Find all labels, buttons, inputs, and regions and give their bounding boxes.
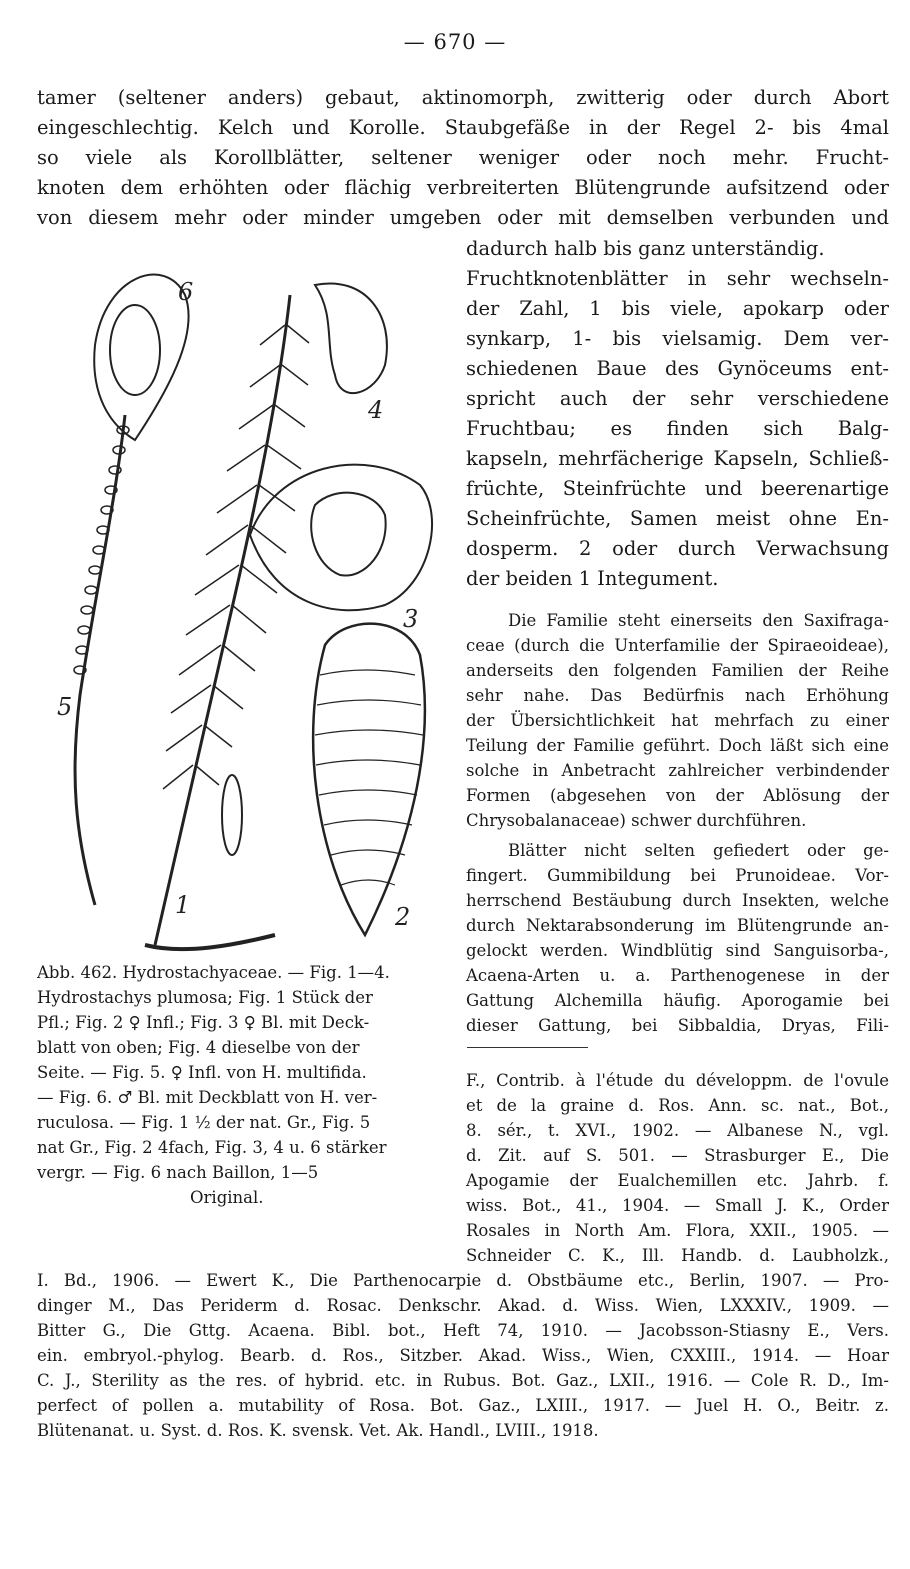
small-text-line: Blätter nicht selten gefiedert oder ge- (508, 841, 889, 860)
small-text-line: Die Familie steht einerseits den Saxifraga- (508, 611, 889, 630)
body-line: Scheinfrüchte, Samen meist ohne En- (466, 507, 889, 530)
fig1-pinnae (163, 325, 309, 789)
small-text-line: fingert. Gummibildung bei Prunoideae. Vor- (466, 866, 889, 885)
figure-caption-line: Hydrostachys plumosa; Fig. 1 Stück der (37, 988, 373, 1007)
small-text-line: Chrysobalanaceae) schwer durchführen. (466, 811, 807, 830)
figure-caption-line: Pfl.; Fig. 2 ♀ Infl.; Fig. 3 ♀ Bl. mit Deck- (37, 1013, 370, 1032)
body-line: tamer (seltener anders) gebaut, aktinomorph, zwitterig oder durch Abort (37, 86, 889, 109)
reference-line: F., Contrib. à l'étude du développm. de l'ovule (466, 1071, 889, 1090)
figure-number-label: 5 (57, 693, 73, 721)
body-line: schiedenen Baue des Gynöceums ent- (466, 357, 889, 380)
body-line: eingeschlechtig. Kelch und Korolle. Staubgefäße in der Regel 2- bis 4mal (37, 116, 889, 139)
fig3-flower (311, 493, 385, 576)
reference-line: et de la graine d. Ros. Ann. sc. nat., Bot., (466, 1096, 889, 1115)
body-line: synkarp, 1- bis vielsamig. Dem ver- (466, 327, 889, 350)
reference-line: Bitter G., Die Gttg. Acaena. Bibl. bot., Heft 74, 1910. — Jacobsson-Stiasny E., Vers. (37, 1321, 889, 1340)
body-line: knoten dem erhöhten oder flächig verbreiterten Blütengrunde aufsitzend oder (37, 176, 889, 199)
fig6-bract (94, 275, 188, 440)
body-line: so viele als Korollblätter, seltener weniger oder noch mehr. Frucht- (37, 146, 889, 169)
small-text-line: Formen (abgesehen von der Ablösung der (466, 786, 889, 805)
body-line: spricht auch der sehr verschiedene (466, 387, 889, 410)
figure-caption-line: — Fig. 6. ♂ Bl. mit Deckblatt von H. ver- (37, 1088, 378, 1107)
reference-line: d. Zit. auf S. 501. — Strasburger E., Die (466, 1146, 889, 1165)
small-text-line: ceae (durch die Unterfamilie der Spiraeoideae), (466, 636, 889, 655)
reference-line: wiss. Bot., 41., 1904. — Small J. K., Order (466, 1196, 889, 1215)
fig1-base (145, 935, 275, 949)
reference-line: 8. sér., t. XVI., 1902. — Albanese N., vgl. (466, 1121, 889, 1140)
body-line: dosperm. 2 oder durch Verwachsung (466, 537, 889, 560)
figure-caption-line: vergr. — Fig. 6 nach Baillon, 1—5 (37, 1163, 319, 1182)
fig1-rachis (155, 295, 290, 945)
botanical-figure (35, 255, 455, 960)
body-line: von diesem mehr oder minder umgeben oder mit demselben verbunden und (37, 206, 889, 229)
fig1-inflorescence (222, 775, 242, 855)
fig6-flower (110, 305, 160, 395)
figure-number-label: 4 (368, 396, 384, 424)
figure-number-label: 6 (178, 278, 194, 306)
reference-line: ein. embryol.-phylog. Bearb. d. Ros., Sitzber. Akad. Wiss., Wien, CXXIII., 1914. — Hoar (37, 1346, 889, 1365)
reference-line: Apogamie der Eualchemillen etc. Jahrb. f. (466, 1171, 889, 1190)
small-text-line: durch Nektarabsonderung im Blütengrunde an- (466, 916, 889, 935)
reference-line: I. Bd., 1906. — Ewert K., Die Parthenocarpie d. Obstbäume etc., Berlin, 1907. — Pro- (37, 1271, 889, 1290)
body-line: früchte, Steinfrüchte und beerenartige (466, 477, 889, 500)
figure-caption-line: Abb. 462. Hydrostachyaceae. — Fig. 1—4. (37, 963, 390, 982)
body-line: der beiden 1 Integument. (466, 567, 719, 590)
figure-caption-line: Original. (190, 1188, 264, 1207)
fig4-flower (315, 283, 387, 393)
body-line: kapseln, mehrfächerige Kapseln, Schließ- (466, 447, 889, 470)
body-line: Fruchtknotenblätter in sehr wechseln- (466, 267, 889, 290)
body-line: der Zahl, 1 bis viele, apokarp oder (466, 297, 889, 320)
body-line: Fruchtbau; es finden sich Balg- (466, 417, 889, 440)
body-line: dadurch halb bis ganz unterständig. (466, 237, 825, 260)
small-text-line: der Übersichtlichkeit hat mehrfach zu einer (466, 711, 889, 730)
small-text-line: dieser Gattung, bei Sibbaldia, Dryas, Fili- (466, 1016, 889, 1035)
figure-number-label: 1 (175, 891, 191, 919)
reference-line: Schneider C. K., Ill. Handb. d. Laubholzk., (466, 1246, 889, 1265)
reference-line: C. J., Sterility as the res. of hybrid. etc. in Rubus. Bot. Gaz., LXII., 1916. — Cole R. D., Im- (37, 1371, 889, 1390)
figure-caption-line: ruculosa. — Fig. 1 ½ der nat. Gr., Fig. 5 (37, 1113, 371, 1132)
figure-caption-line: blatt von oben; Fig. 4 dieselbe von der (37, 1038, 360, 1057)
reference-line: Blütenanat. u. Syst. d. Ros. K. svensk. Vet. Ak. Handl., LVIII., 1918. (37, 1421, 599, 1440)
small-text-line: sehr nahe. Das Bedürfnis nach Erhöhung (466, 686, 889, 705)
page-number: — 670 — (403, 30, 507, 54)
reference-line: Rosales in North Am. Flora, XXII., 1905. — (466, 1221, 889, 1240)
small-text-line: Gattung Alchemilla häufig. Aporogamie bei (466, 991, 889, 1010)
figure-caption-line: Seite. — Fig. 5. ♀ Infl. von H. multifida. (37, 1063, 367, 1082)
small-text-line: gelockt werden. Windblütig sind Sanguisorba-, (466, 941, 889, 960)
figure-number-label: 3 (403, 605, 419, 633)
fig5-stem (75, 415, 125, 905)
reference-line: dinger M., Das Periderm d. Rosac. Denkschr. Akad. d. Wiss. Wien, LXXXIV., 1909. — (37, 1296, 889, 1315)
reference-line: perfect of pollen a. mutability of Rosa. Bot. Gaz., LXIII., 1917. — Juel H. O., Beitr. z. (37, 1396, 889, 1415)
figure-caption-line: nat Gr., Fig. 2 4fach, Fig. 3, 4 u. 6 stärker (37, 1138, 387, 1157)
fig3-bract (250, 465, 432, 611)
small-text-line: Acaena-Arten u. a. Parthenogenese in der (466, 966, 889, 985)
figure-number-label: 2 (395, 903, 411, 931)
small-text-line: anderseits den folgenden Familien der Reihe (466, 661, 889, 680)
small-text-line: Teilung der Familie geführt. Doch läßt sich eine (466, 736, 889, 755)
fig5-florets (74, 426, 129, 674)
small-text-line: herrschend Bestäubung durch Insekten, welche (466, 891, 889, 910)
small-text-line: solche in Anbetracht zahlreicher verbindender (466, 761, 889, 780)
footnote-separator (467, 1047, 588, 1048)
fig2-scales (315, 670, 423, 885)
